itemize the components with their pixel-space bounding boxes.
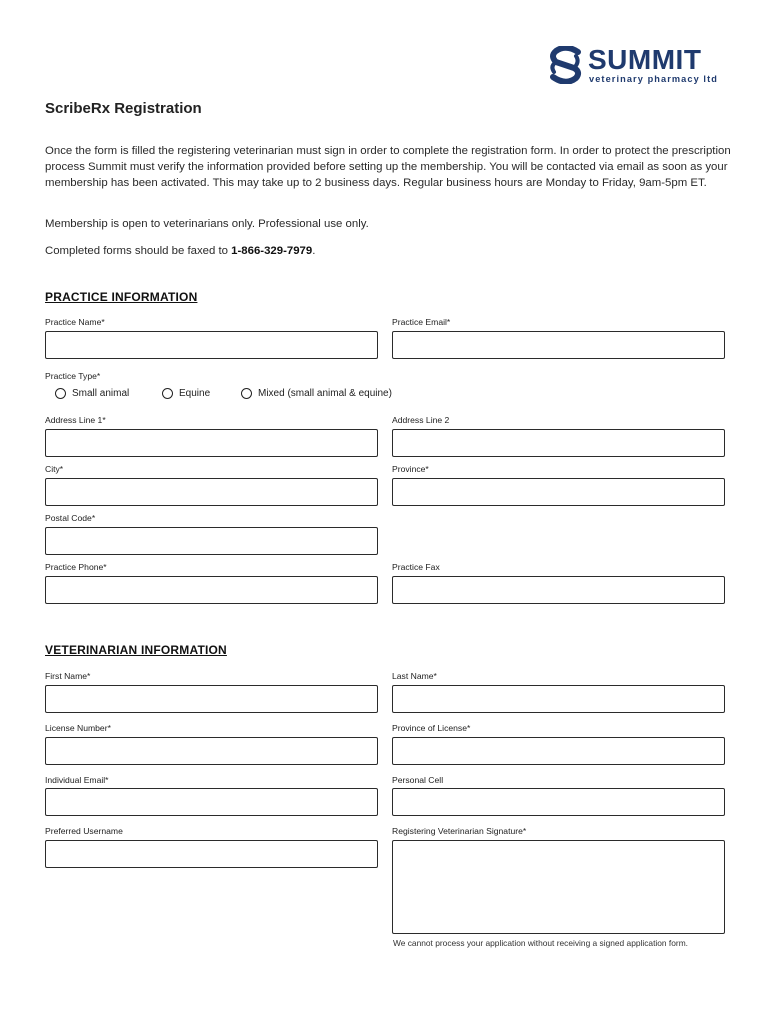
fax-prefix: Completed forms should be faxed to	[45, 245, 232, 257]
radio-circle-icon	[241, 388, 252, 399]
radio-small-animal[interactable]	[55, 388, 129, 399]
individual-email-label: Individual Email*	[45, 775, 109, 785]
license-province-label: Province of License*	[392, 723, 471, 733]
practice-section-heading: PRACTICE INFORMATION	[45, 290, 198, 304]
radio-small-animal-label: Small animal	[72, 388, 130, 399]
personal-cell-field[interactable]	[392, 788, 725, 816]
last-name-field[interactable]	[392, 685, 725, 713]
logo-subtitle: veterinary pharmacy ltd	[589, 74, 718, 84]
radio-circle-icon	[55, 388, 66, 399]
license-number-field[interactable]	[45, 737, 378, 765]
username-label: Preferred Username	[45, 826, 123, 836]
page-title: ScribeRx Registration	[45, 100, 202, 117]
intro-paragraph: Once the form is filled the registering veterinarian must sign in order to complete the registration form. In order to protect the prescription process Summit must verify the information provided before setting up the membership. You will be contacted via email as soon as your membership has been activated. This may take up to 2 business days. Regular business hours are Monday to Friday, 9am-5pm ET.	[45, 145, 731, 189]
practice-name-label: Practice Name*	[45, 317, 105, 327]
signature-note: We cannot process your application without receiving a signed application form.	[393, 938, 688, 948]
address2-field[interactable]	[392, 429, 725, 457]
license-number-label: License Number*	[45, 723, 111, 733]
city-field[interactable]	[45, 478, 378, 506]
address1-label: Address Line 1*	[45, 415, 106, 425]
radio-circle-icon	[162, 388, 173, 399]
practice-phone-label: Practice Phone*	[45, 562, 107, 572]
personal-cell-label: Personal Cell	[392, 775, 444, 785]
fax-number: 1-866-329-7979	[231, 245, 313, 257]
province-label: Province*	[392, 464, 429, 474]
fax-instructions	[45, 243, 735, 259]
logo-wordmark: SUMMIT	[588, 44, 702, 75]
practice-name-field[interactable]	[45, 331, 378, 359]
postal-code-field[interactable]	[45, 527, 378, 555]
radio-equine[interactable]	[162, 388, 210, 399]
postal-code-label: Postal Code*	[45, 513, 96, 523]
radio-mixed-label: Mixed (small animal & equine)	[258, 388, 392, 399]
username-field[interactable]	[45, 840, 378, 868]
license-province-field[interactable]	[392, 737, 725, 765]
last-name-label: Last Name*	[392, 671, 437, 681]
fax-suffix: .	[312, 245, 316, 257]
address1-field[interactable]	[45, 429, 378, 457]
first-name-label: First Name*	[45, 671, 91, 681]
vet-section-heading: VETERINARIAN INFORMATION	[45, 643, 227, 657]
summit-logo	[548, 46, 728, 86]
radio-mixed[interactable]	[241, 388, 392, 399]
signature-box[interactable]	[392, 840, 725, 934]
practice-fax-label: Practice Fax	[392, 562, 440, 572]
practice-phone-field[interactable]	[45, 576, 378, 604]
practice-email-label: Practice Email*	[392, 317, 451, 327]
city-label: City*	[45, 464, 64, 474]
signature-label: Registering Veterinarian Signature*	[392, 826, 527, 836]
membership-note: Membership is open to veterinarians only. Professional use only.	[45, 218, 369, 230]
address2-label: Address Line 2	[392, 415, 450, 425]
radio-equine-label: Equine	[179, 388, 211, 399]
province-field[interactable]	[392, 478, 725, 506]
practice-type-label: Practice Type*	[45, 371, 101, 381]
summit-s-icon	[548, 46, 584, 84]
individual-email-field[interactable]	[45, 788, 378, 816]
practice-email-field[interactable]	[392, 331, 725, 359]
practice-fax-field[interactable]	[392, 576, 725, 604]
first-name-field[interactable]	[45, 685, 378, 713]
